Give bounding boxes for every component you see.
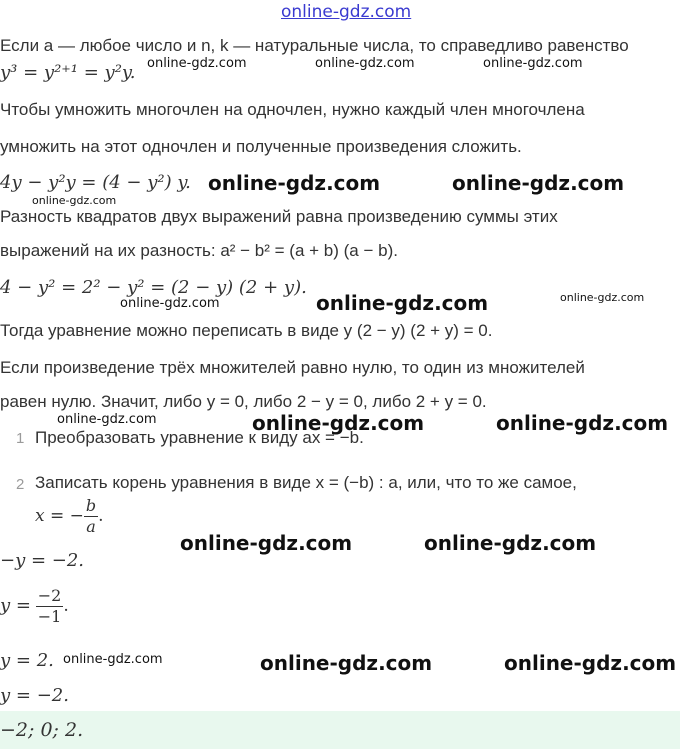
step-2-fraction xyxy=(84,496,98,537)
equation-2-prefix: y = xyxy=(0,594,31,616)
text-line-1: Если a — любое число и n, k — натуральные числа, то справедливо равенство xyxy=(0,36,629,55)
watermark: online-gdz.com xyxy=(120,296,220,311)
watermark: online-gdz.com xyxy=(32,194,117,207)
watermark: online-gdz.com xyxy=(560,291,645,304)
text-line-6: Разность квадратов двух выражений равна произведению суммы этих xyxy=(0,207,558,226)
watermark: online-gdz.com xyxy=(252,411,425,435)
text-line-4: умножить на этот одночлен и полученные произведения сложить. xyxy=(0,137,522,156)
watermark: online-gdz.com xyxy=(504,651,677,675)
watermark: online-gdz.com xyxy=(208,171,381,195)
watermark: online-gdz.com xyxy=(315,56,415,71)
text-line-7: выражений на их разность: a² − b² = (a + b) (a − b). xyxy=(0,241,398,260)
formula-line-8: 4 − y² = 2² − y² = (2 − y) (2 + y). xyxy=(0,277,307,298)
watermark: online-gdz.com xyxy=(57,412,157,427)
fraction-numerator: −2 xyxy=(37,586,62,605)
step-1-number: 1 xyxy=(16,430,25,447)
text-line-3: Чтобы умножить многочлен на одночлен, нужно каждый член многочлена xyxy=(0,100,585,119)
answer-text: −2; 0; 2. xyxy=(0,719,84,741)
equation-2: y = $\frac{-2}{-1}$ . xyxy=(0,586,69,626)
fraction-denominator: a xyxy=(86,517,96,536)
watermark: online-gdz.com xyxy=(316,291,489,315)
fraction-numerator: b xyxy=(85,496,97,515)
fraction-denominator: −1 xyxy=(37,607,62,626)
formula-line-5: 4y − y²y = (4 − y²) y. xyxy=(0,172,191,193)
step-2-formula-prefix: x = − xyxy=(35,505,84,526)
step-2-text: Записать корень уравнения в виде x = (−b) : a, или, что то же самое, xyxy=(35,473,577,492)
step-1-text: Преобразовать уравнение к виду ax = −b. xyxy=(35,428,364,447)
equation-2-fraction xyxy=(36,586,64,627)
watermark: online-gdz.com xyxy=(147,56,247,71)
watermark: online-gdz.com xyxy=(180,531,353,555)
equation-4: y = −2. xyxy=(0,685,69,706)
equation-1: −y = −2. xyxy=(0,550,85,571)
step-2-formula: x = − $\frac{b}{a}$ . xyxy=(35,496,104,536)
watermark: online-gdz.com xyxy=(483,56,583,71)
watermark: online-gdz.com xyxy=(424,531,597,555)
watermark: online-gdz.com xyxy=(63,652,163,667)
watermark: online-gdz.com xyxy=(260,651,433,675)
watermark: online-gdz.com xyxy=(496,411,669,435)
text-line-10: Если произведение трёх множителей равно нулю, то один из множителей xyxy=(0,358,585,377)
formula-line-2: y³ = y²⁺¹ = y²y. xyxy=(0,62,136,83)
text-line-11: равен нулю. Значит, либо y = 0, либо 2 − y = 0, либо 2 + y = 0. xyxy=(0,392,487,411)
watermark-top-link[interactable]: online-gdz.com xyxy=(281,2,412,22)
equation-3: y = 2. xyxy=(0,650,54,671)
answer-highlight xyxy=(0,711,680,749)
step-2-number: 2 xyxy=(16,476,25,493)
text-line-9: Тогда уравнение можно переписать в виде y (2 − y) (2 + y) = 0. xyxy=(0,321,493,340)
watermark: online-gdz.com xyxy=(452,171,625,195)
